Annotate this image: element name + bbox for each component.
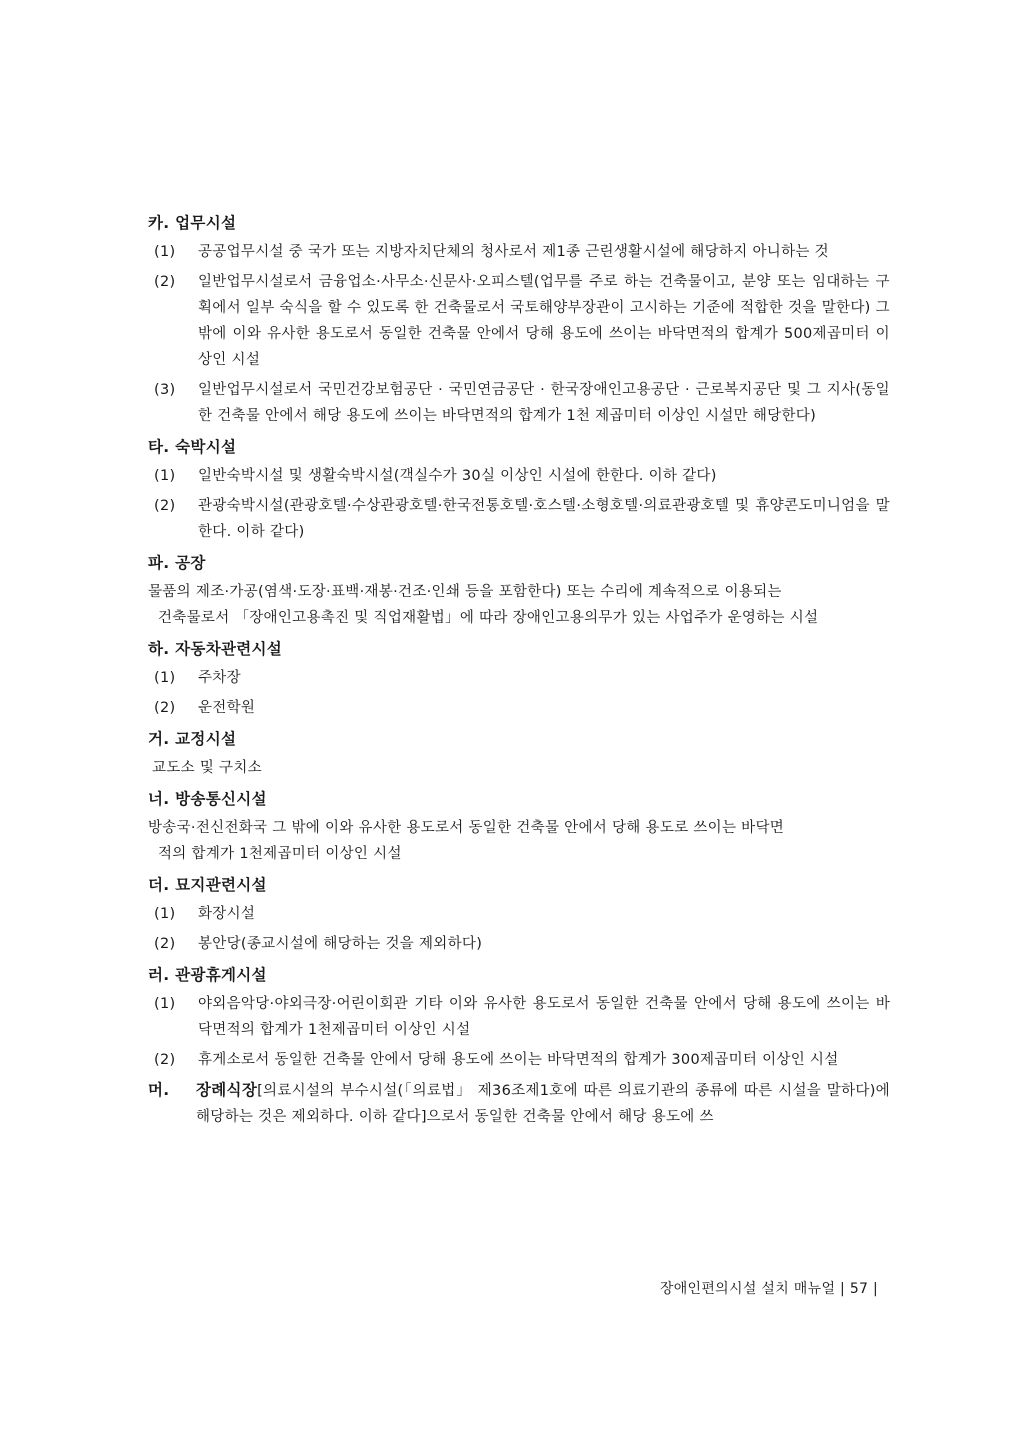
item-text: 야외음악당·야외극장·어린이회관 기타 이와 유사한 용도로서 동일한 건축물 안에서 당해 용도에 쓰이는 바닥면적의 합계가 1천제곱미터 이상인 시설 [198, 996, 890, 1038]
paragraph-continuation: 적의 합계가 1천제곱미터 이상인 시설 [158, 846, 402, 862]
section-heading-cemetery: 더. 묘지관련시설 [148, 876, 267, 894]
list-item [148, 463, 890, 489]
item-text: 화장시설 [198, 906, 256, 922]
section-heading-tourism-rest: 러. 관광휴게시설 [148, 966, 267, 984]
page-number: | 57 | [840, 1281, 878, 1297]
item-number: (1) [154, 244, 176, 260]
paragraph-first-line: 방송국·전신전화국 그 밖에 이와 유사한 용도로서 동일한 건축물 안에서 당해 용도로 쓰이는 바닥면 [148, 820, 785, 836]
section-text: [의료시설의 부수시설(「의료법」 제36조제1호에 따른 의료기관의 종류에 따른 시설을 말하다)에 해당하는 것은 제외하다. 이하 같다]으로서 동일한 건축물 안에서 해당 용도에 쓰 [196, 1083, 890, 1125]
list-item [148, 991, 890, 1043]
list-item [148, 1047, 890, 1073]
item-text: 관광숙박시설(관광호텔·수상관광호텔·한국전통호텔·호스텔·소형호텔·의료관광호텔 및 휴양콘도미니엄을 말한다. 이하 같다) [198, 498, 890, 540]
item-number: (2) [154, 274, 176, 290]
section-heading-business: 카. 업무시설 [148, 214, 237, 232]
paragraph-continuation: 건축물로서 「장애인고용촉진 및 직업재활법」에 따라 장애인고용의무가 있는 사업주가 운영하는 시설 [158, 610, 819, 626]
item-text: 봉안당(종교시설에 해당하는 것을 제외하다) [198, 936, 483, 952]
funeral-section [148, 1077, 890, 1130]
section-heading-vehicle: 하. 자동차관련시설 [148, 640, 283, 658]
item-number: (2) [154, 1052, 176, 1068]
footer-title: 장애인편의시설 설치 매뉴얼 [659, 1281, 836, 1297]
list-item [148, 493, 890, 545]
item-number: (1) [154, 906, 176, 922]
item-text: 일반숙박시설 및 생활숙박시설(객실수가 30실 이상인 시설에 한한다. 이하 같다) [198, 468, 717, 484]
paragraph [148, 815, 890, 867]
item-text: 일반업무시설로서 국민건강보험공단 · 국민연금공단 · 한국장애인고용공단 · 근로복지공단 및 그 지사(동일한 건축물 안에서 해당 용도에 쓰이는 바닥면적의 합계가 1천 제곱미터 이상인 시설만 해당한다) [198, 382, 890, 424]
paragraph-first-line: 물품의 제조·가공(염색·도장·표백·재봉·건조·인쇄 등을 포함한다) 또는 수리에 계속적으로 이용되는 [148, 584, 782, 600]
item-number: (2) [154, 700, 176, 716]
item-number: (1) [154, 468, 176, 484]
item-text: 휴게소로서 동일한 건축물 안에서 당해 용도에 쓰이는 바닥면적의 합계가 300제곱미터 이상인 시설 [198, 1052, 839, 1068]
document-body [148, 205, 890, 1130]
list-item [148, 665, 890, 691]
section-heading-funeral: 장례식장 [196, 1081, 258, 1099]
list-item [148, 901, 890, 927]
paragraph: 교도소 및 구치소 [152, 760, 262, 776]
section-label: 머. [148, 1081, 170, 1099]
item-number: (1) [154, 996, 176, 1012]
list-item [148, 931, 890, 957]
list-item [148, 695, 890, 721]
section-heading-correction: 거. 교정시설 [148, 730, 237, 748]
item-text: 일반업무시설로서 금융업소·사무소·신문사·오피스텔(업무를 주로 하는 건축물이고, 분양 또는 임대하는 구획에서 일부 숙식을 할 수 있도록 한 건축물로서 국토해양부장관이 고시하는 기준에 적합한 것을 말한다) 그 밖에 이와 유사한 용도로서 동일한 건축물 안에서 당해 용도에 쓰이는 바닥면적의 합계가 500제곱미터 이상인 시설 [198, 274, 890, 368]
section-heading-broadcast: 너. 방송통신시설 [148, 790, 267, 808]
item-number: (3) [154, 382, 176, 398]
section-heading-factory: 파. 공장 [148, 554, 206, 572]
item-number: (2) [154, 936, 176, 952]
list-item [148, 269, 890, 373]
item-text: 공공업무시설 중 국가 또는 지방자치단체의 청사로서 제1종 근린생활시설에 해당하지 아니하는 것 [198, 244, 829, 260]
item-number: (2) [154, 498, 176, 514]
item-text: 주차장 [198, 670, 241, 686]
page-footer [660, 1278, 878, 1298]
item-number: (1) [154, 670, 176, 686]
list-item [148, 239, 890, 265]
section-heading-lodging: 타. 숙박시설 [148, 438, 237, 456]
list-item [148, 377, 890, 429]
paragraph [148, 579, 890, 631]
item-text: 운전학원 [198, 700, 256, 716]
